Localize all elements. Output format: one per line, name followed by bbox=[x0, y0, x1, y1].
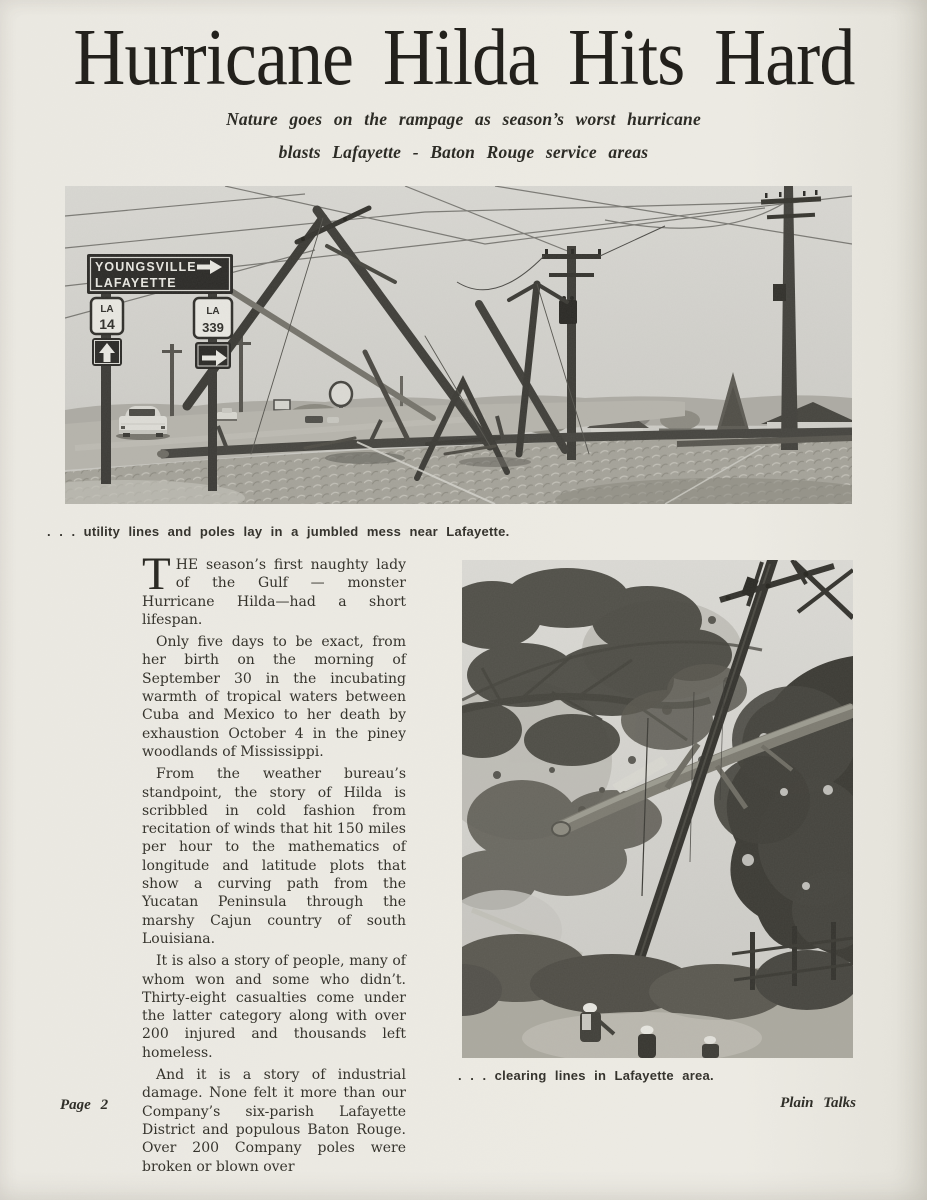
subtitle bbox=[0, 103, 927, 169]
photo-utility-lines-jumble bbox=[65, 186, 852, 504]
page-number: Page 2 bbox=[60, 1097, 109, 1113]
publication-name: Plain Talks bbox=[780, 1095, 856, 1111]
svg-text:LA: LA bbox=[206, 306, 220, 317]
svg-text:339: 339 bbox=[202, 320, 224, 335]
svg-text:LA: LA bbox=[100, 304, 114, 315]
article-paragraph-5: And it is a story of industrial damage. None felt it more than our Company’s six-parish Lafayette District and populous Baton Rouge. Over 200 Company poles were broken or blown over bbox=[142, 1067, 406, 1175]
photo1-scene bbox=[65, 186, 852, 504]
drop-cap: T bbox=[142, 548, 171, 600]
page-title-text: Hurricane Hilda Hits Hard bbox=[72, 14, 855, 102]
film-grain bbox=[65, 186, 852, 504]
photo-clearing-lines bbox=[462, 560, 853, 1058]
photo2-caption: . . . clearing lines in Lafayette area. bbox=[458, 1068, 714, 1083]
sign-destination-1: YOUNGSVILLE bbox=[95, 260, 197, 274]
photo1-caption: . . . utility lines and poles lay in a jumbled mess near Lafayette. bbox=[47, 524, 510, 539]
subtitle-line-2: blasts Lafayette - Baton Rouge service areas bbox=[278, 142, 649, 162]
article-paragraph-2: Only five days to be exact, from her birth on the morning of September 30 in the incubating warmth of tropical waters between Cuba and Mexico to her death by exhaustion October 4 in the piney woodlands of Mississippi. bbox=[142, 634, 406, 760]
page-title bbox=[0, 14, 927, 102]
article-paragraph-4: It is also a story of people, many of whom won and some who didn’t. Thirty-eight casualties come under the latter category along with over 200 injured and thousands left homeless. bbox=[142, 953, 406, 1061]
article-paragraph-3: From the weather bureau’s standpoint, the story of Hilda is scribbled in cold fashion from recitation of winds that hit 150 miles per hour to the mathematics of longitude and latitude plots that show a curving path from the Yucatan Peninsula through the marshy Cajun country of south Louisiana. bbox=[142, 766, 406, 947]
photo2-scene bbox=[462, 560, 853, 1058]
subtitle-line-1: Nature goes on the rampage as season’s worst hurricane bbox=[226, 109, 701, 129]
article-column bbox=[142, 548, 406, 1180]
sign-destination-2: LAFAYETTE bbox=[95, 276, 177, 290]
film-grain bbox=[462, 560, 853, 1058]
svg-text:14: 14 bbox=[99, 316, 115, 332]
article-paragraph-1 bbox=[142, 548, 406, 629]
paragraph-1-text: HE season’s first naughty lady of the Gulf — monster Hurricane Hilda—had a short lifespan. bbox=[142, 557, 406, 628]
